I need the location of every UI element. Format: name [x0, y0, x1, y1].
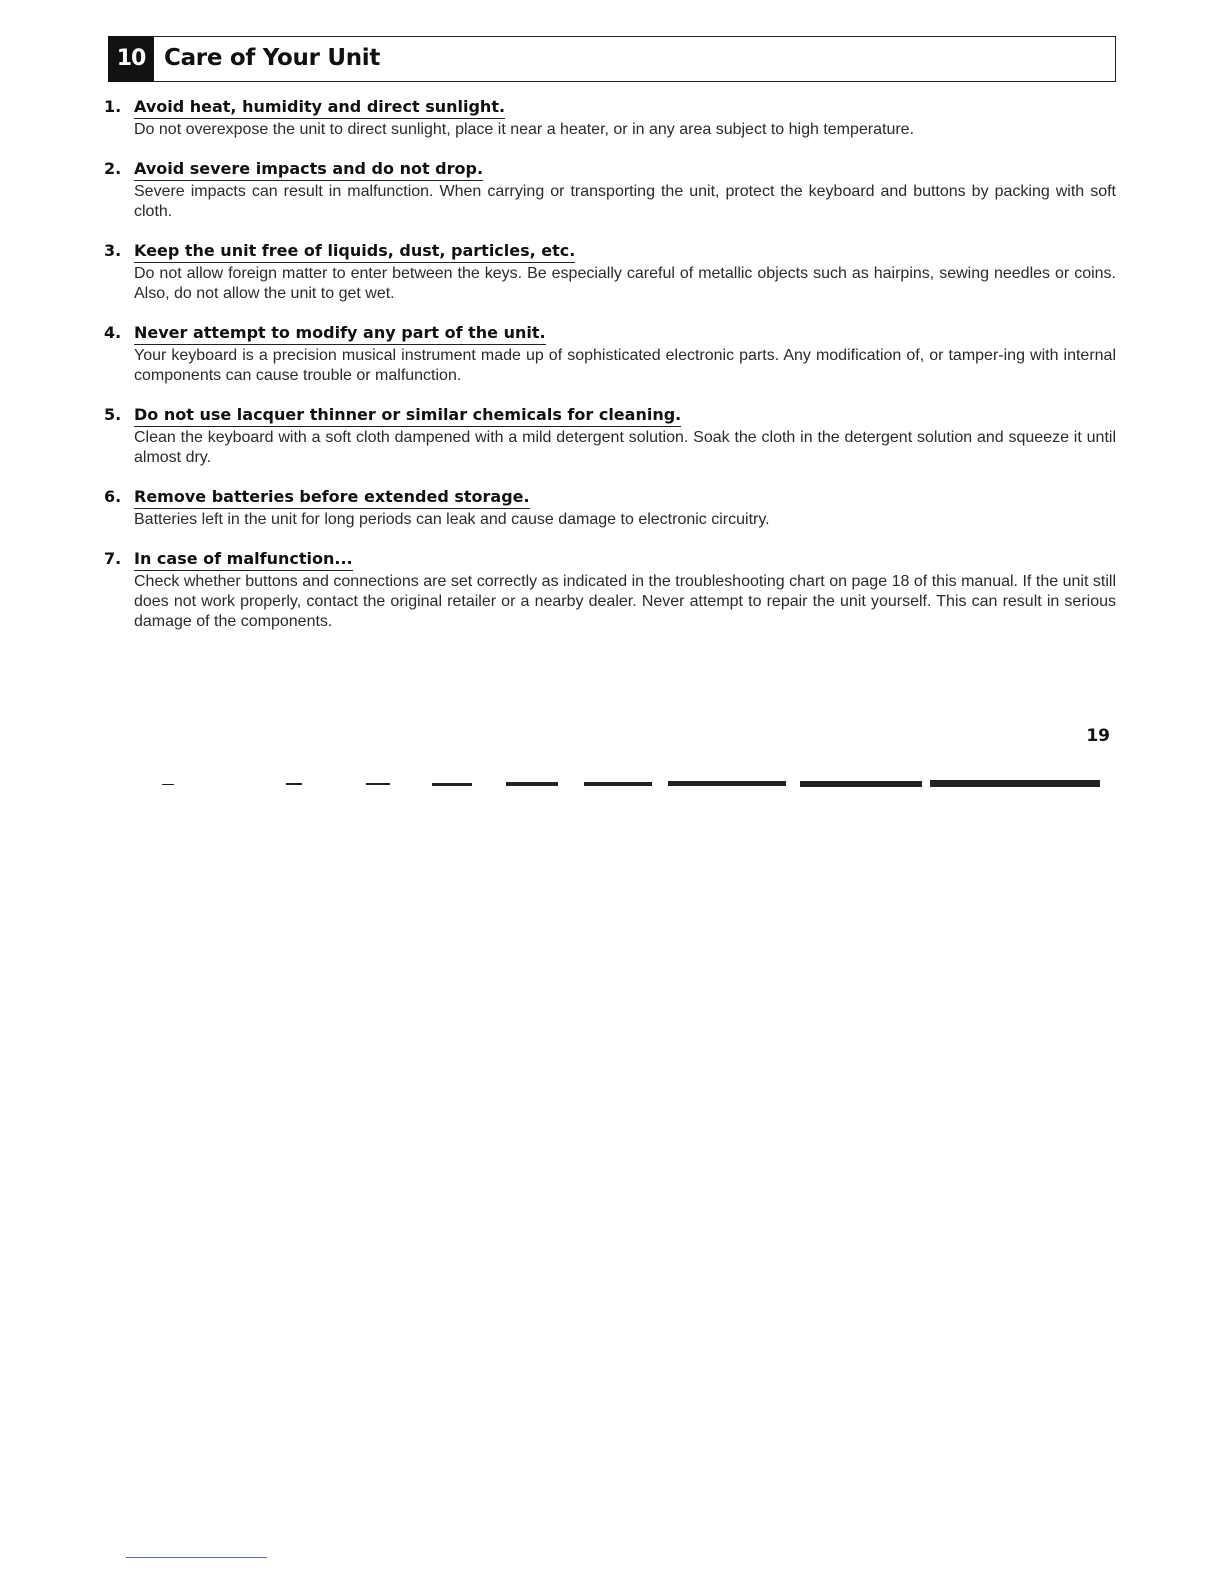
item-number: 6. — [104, 487, 122, 506]
list-item — [104, 240, 1116, 304]
rule-dash — [286, 783, 302, 785]
rule-dash — [162, 784, 174, 785]
item-number: 4. — [104, 323, 122, 342]
list-item — [104, 486, 1116, 530]
item-heading: Remove batteries before extended storage. — [134, 486, 530, 509]
rule-dash — [800, 781, 922, 787]
item-heading: Avoid heat, humidity and direct sunlight. — [134, 96, 505, 119]
list-item — [104, 96, 1116, 140]
section-number-badge: 10 — [108, 36, 154, 82]
item-number: 7. — [104, 549, 122, 568]
list-item — [104, 322, 1116, 386]
item-body: Check whether buttons and connections are set correctly as indicated in the troubleshooting chart on page 18 of this manual. If the unit still does not work properly, contact the original retailer or a nearby dealer. Never attempt to repair the unit yourself. This can result in serious damage of the components. — [134, 573, 1116, 630]
rule-dash — [432, 783, 472, 786]
list-item — [104, 548, 1116, 632]
item-number: 1. — [104, 97, 122, 116]
item-heading: Never attempt to modify any part of the unit. — [134, 322, 546, 345]
item-body: Severe impacts can result in malfunction. When carrying or transporting the unit, protect the keyboard and buttons by packing with soft cloth. — [134, 183, 1116, 220]
rule-dash — [366, 783, 390, 785]
item-heading: Keep the unit free of liquids, dust, particles, etc. — [134, 240, 575, 263]
rule-dash — [930, 780, 1100, 787]
item-body: Your keyboard is a precision musical instrument made up of sophisticated electronic parts. Any modification of, or tamper-ing with internal components can cause trouble or malfunction. — [134, 347, 1116, 384]
rule-dash — [668, 781, 786, 786]
page-number: 19 — [1086, 726, 1110, 746]
decorative-dash-rule — [60, 776, 1110, 796]
item-number: 2. — [104, 159, 122, 178]
item-body: Do not allow foreign matter to enter between the keys. Be especially careful of metallic objects such as hairpins, sewing needles or coins. Also, do not allow the unit to get wet. — [134, 265, 1116, 302]
rule-dash — [584, 782, 652, 786]
item-body: Clean the keyboard with a soft cloth dampened with a mild detergent solution. Soak the cloth in the detergent solution and squeeze it until almost dry. — [134, 429, 1116, 466]
bottom-rule — [126, 1557, 267, 1558]
rule-dash — [506, 782, 558, 786]
list-item — [104, 158, 1116, 222]
item-heading: Avoid severe impacts and do not drop. — [134, 158, 483, 181]
page-title: Care of Your Unit — [164, 45, 381, 71]
item-heading: Do not use lacquer thinner or similar chemicals for cleaning. — [134, 404, 681, 427]
care-instructions-list — [104, 96, 1116, 632]
item-number: 3. — [104, 241, 122, 260]
item-body: Batteries left in the unit for long periods can leak and cause damage to electronic circuitry. — [134, 511, 770, 528]
item-number: 5. — [104, 405, 122, 424]
list-item — [104, 404, 1116, 468]
item-body: Do not overexpose the unit to direct sunlight, place it near a heater, or in any area subject to high temperature. — [134, 121, 915, 138]
item-heading: In case of malfunction... — [134, 548, 353, 571]
